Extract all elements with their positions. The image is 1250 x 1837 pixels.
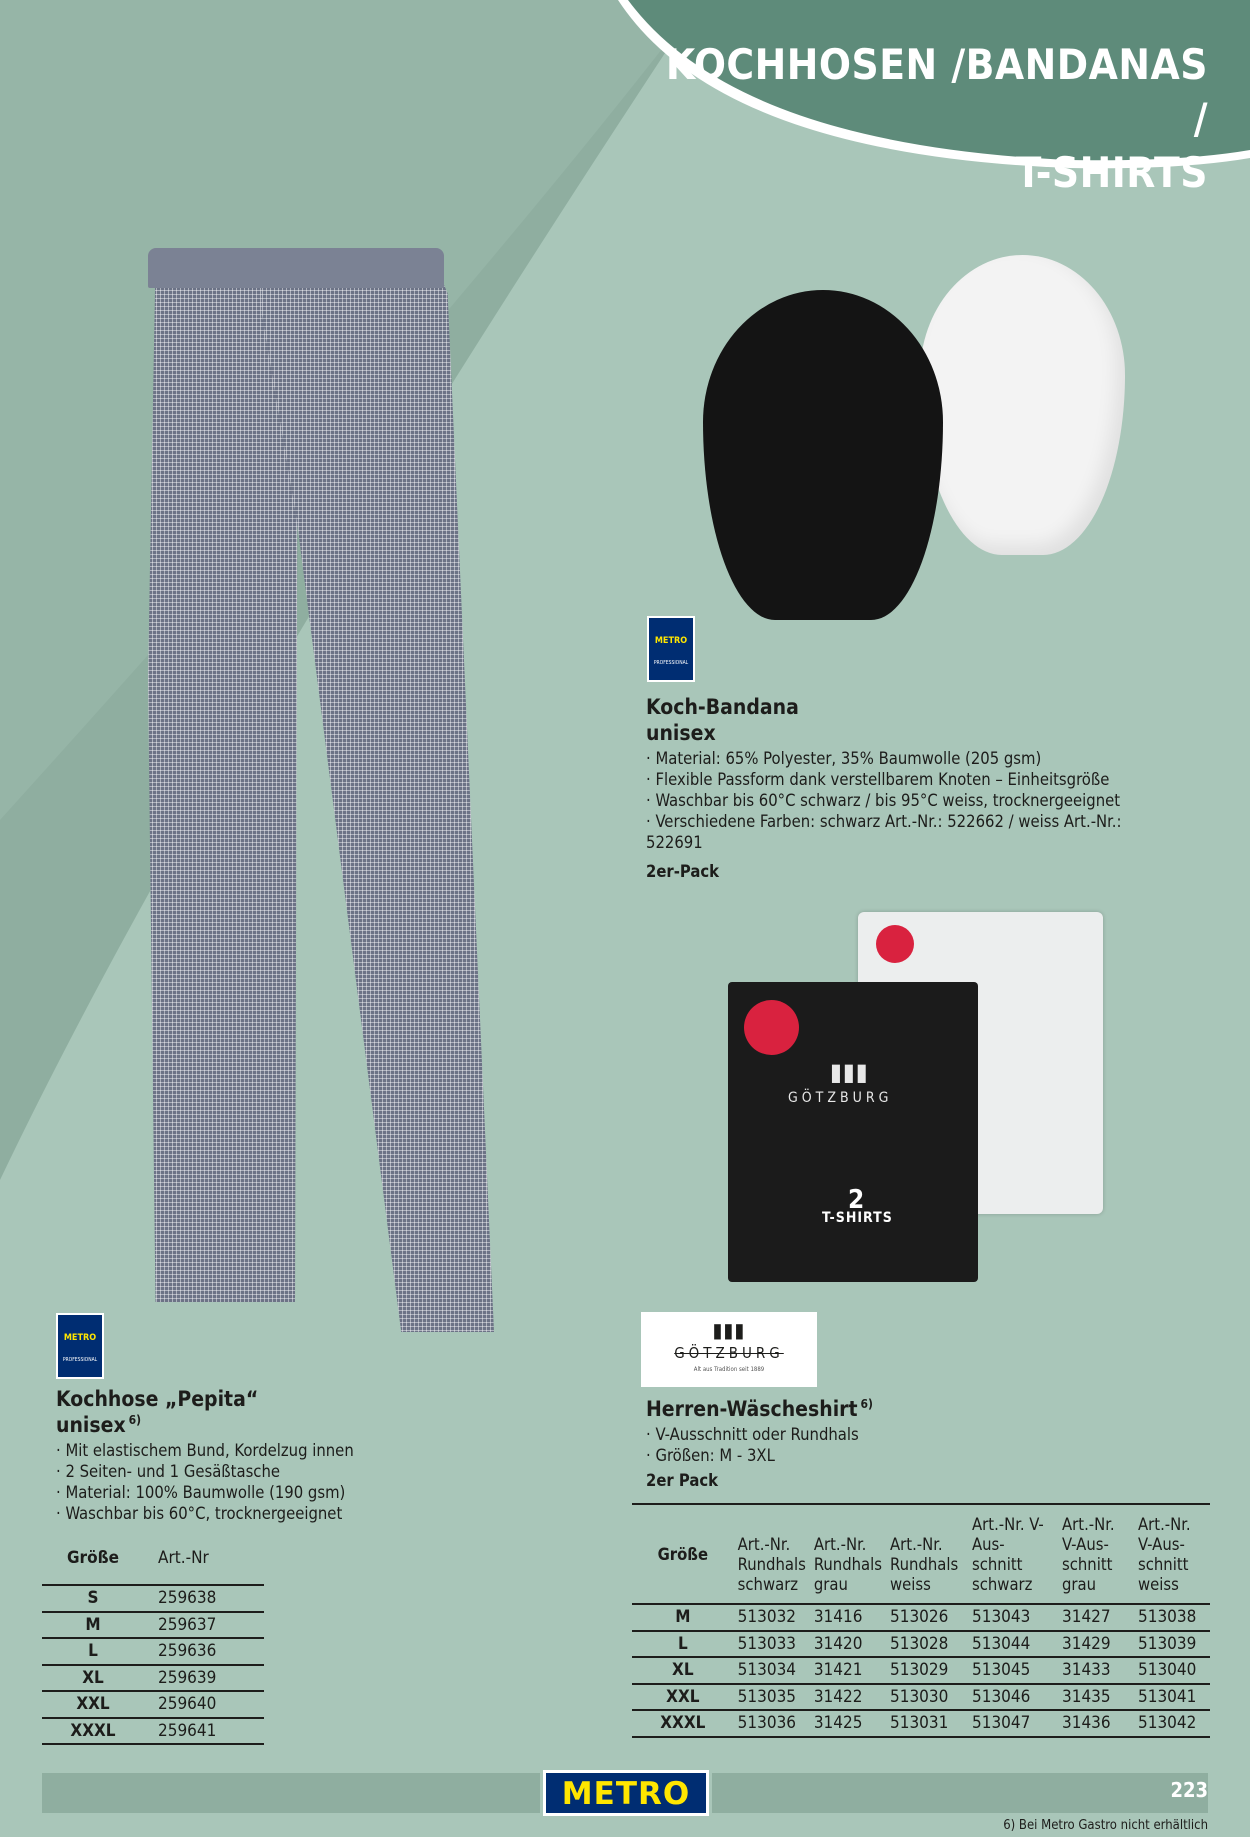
article-number-cell: 513039 bbox=[1134, 1631, 1210, 1658]
shirt-product bbox=[646, 1396, 1206, 1492]
metro-professional-logo-metro: METRO bbox=[654, 636, 688, 646]
size-cell: XXXL bbox=[42, 1718, 144, 1745]
goetzburg-logo bbox=[641, 1312, 817, 1387]
page-number: 223 bbox=[1170, 1778, 1208, 1802]
footer-bar-left bbox=[42, 1773, 540, 1813]
table-header-article-number: Art.-Nr. Rundhals weiss bbox=[886, 1504, 968, 1604]
article-number-cell: 31422 bbox=[810, 1684, 886, 1711]
article-number-cell: 31429 bbox=[1058, 1631, 1134, 1658]
footer-bar-right bbox=[712, 1773, 1208, 1813]
metro-professional-logo-bandana bbox=[647, 616, 695, 682]
page-title-line-2: T-SHIRTS bbox=[1015, 148, 1208, 197]
pepita-size-table bbox=[42, 1532, 264, 1745]
article-number-cell: 513034 bbox=[734, 1657, 810, 1684]
article-number-cell: 513030 bbox=[886, 1684, 968, 1711]
article-number-cell: 513042 bbox=[1134, 1710, 1210, 1737]
tshirt-pack-label: T-SHIRTS bbox=[822, 1210, 893, 1226]
table-row bbox=[632, 1657, 1210, 1684]
table-row bbox=[632, 1604, 1210, 1631]
size-cell: XXXL bbox=[632, 1710, 734, 1737]
page-title bbox=[648, 38, 1208, 200]
article-number-cell: 513029 bbox=[886, 1657, 968, 1684]
article-number-cell: 31433 bbox=[1058, 1657, 1134, 1684]
article-number-cell: 259641 bbox=[144, 1718, 264, 1745]
shirt-title-line bbox=[646, 1396, 1206, 1422]
pepita-footnote-ref: 6) bbox=[128, 1413, 142, 1427]
goetzburg-logo-name: GÖTZBURG bbox=[674, 1344, 784, 1362]
metro-footer-logo bbox=[543, 1770, 709, 1816]
size-cell: S bbox=[42, 1585, 144, 1612]
pepita-subtitle: unisex bbox=[56, 1413, 126, 1437]
shirt-features bbox=[646, 1424, 1206, 1466]
size-cell: XXL bbox=[632, 1684, 734, 1711]
shirt-feature: · V-Ausschnitt oder Rundhals bbox=[646, 1424, 1206, 1445]
size-cell: XL bbox=[632, 1657, 734, 1684]
table-row bbox=[42, 1691, 264, 1718]
pepita-pants-image-left-leg bbox=[148, 262, 298, 1302]
bandana-feature: · Material: 65% Polyester, 35% Baumwolle (205 gsm) bbox=[646, 748, 1206, 769]
bandana-pack: 2er-Pack bbox=[646, 862, 720, 881]
metro-professional-logo-pepita bbox=[56, 1313, 104, 1379]
bandana-title: Koch-Bandana bbox=[646, 695, 799, 719]
size-cell: XL bbox=[42, 1665, 144, 1692]
shirt-footnote-ref: 6) bbox=[860, 1397, 873, 1411]
table-row bbox=[42, 1585, 264, 1612]
pepita-features bbox=[56, 1440, 576, 1524]
table-row bbox=[42, 1665, 264, 1692]
article-number-cell: 513032 bbox=[734, 1604, 810, 1631]
article-number-cell: 31427 bbox=[1058, 1604, 1134, 1631]
article-number-cell: 259639 bbox=[144, 1665, 264, 1692]
bandana-subtitle: unisex bbox=[646, 721, 716, 745]
article-number-cell: 31425 bbox=[810, 1710, 886, 1737]
pepita-feature: · 2 Seiten- und 1 Gesäßtasche bbox=[56, 1461, 576, 1482]
goetzburg-logo-tagline: Alt aus Tradition seit 1889 bbox=[693, 1366, 765, 1373]
metro-professional-logo-metro: METRO bbox=[63, 1333, 97, 1343]
page-title-line-1: KOCHHOSEN /BANDANAS / bbox=[665, 40, 1208, 143]
table-row bbox=[632, 1684, 1210, 1711]
size-cell: XXL bbox=[42, 1691, 144, 1718]
article-number-cell: 513045 bbox=[968, 1657, 1058, 1684]
table-row bbox=[42, 1718, 264, 1745]
shirt-size-table bbox=[632, 1503, 1210, 1738]
article-number-cell: 513038 bbox=[1134, 1604, 1210, 1631]
pepita-product bbox=[56, 1386, 576, 1524]
shirt-title: Herren-Wäscheshirt bbox=[646, 1397, 858, 1421]
tshirt-pack-sticker-icon bbox=[744, 1000, 799, 1055]
bandana-features bbox=[646, 748, 1206, 853]
table-header-article-number: Art.-Nr. V-Aus- schnitt grau bbox=[1058, 1504, 1134, 1604]
table-header-article-number: Art.-Nr bbox=[158, 1548, 209, 1568]
shirt-pack: 2er Pack bbox=[646, 1471, 719, 1490]
article-number-cell: 513047 bbox=[968, 1710, 1058, 1737]
article-number-cell: 31436 bbox=[1058, 1710, 1134, 1737]
table-row bbox=[632, 1631, 1210, 1658]
size-cell: L bbox=[42, 1638, 144, 1665]
bandana-feature: · Flexible Passform dank verstellbarem Knoten – Einheitsgröße bbox=[646, 769, 1206, 790]
bandana-white-image bbox=[920, 255, 1125, 555]
tshirt-pack-count: 2 bbox=[848, 1185, 865, 1215]
article-number-cell: 513046 bbox=[968, 1684, 1058, 1711]
table-header-article-number: Art.-Nr. V-Aus- schnitt schwarz bbox=[968, 1504, 1058, 1604]
article-number-cell: 513033 bbox=[734, 1631, 810, 1658]
article-number-cell: 31421 bbox=[810, 1657, 886, 1684]
article-number-cell: 31416 bbox=[810, 1604, 886, 1631]
article-number-cell: 513044 bbox=[968, 1631, 1058, 1658]
article-number-cell: 259637 bbox=[144, 1612, 264, 1639]
article-number-cell: 513036 bbox=[734, 1710, 810, 1737]
size-cell: L bbox=[632, 1631, 734, 1658]
tshirt-pack-brand-mark: ▮▮▮ bbox=[830, 1058, 869, 1086]
goetzburg-logo-mark: ▮▮▮ bbox=[712, 1318, 746, 1342]
bandana-product bbox=[646, 694, 1206, 883]
bandana-feature: · Waschbar bis 60°C schwarz / bis 95°C weiss, trocknergeeignet bbox=[646, 790, 1206, 811]
bandana-feature: · Verschiedene Farben: schwarz Art.-Nr.: 522662 / weiss Art.-Nr.: 522691 bbox=[646, 811, 1166, 853]
pepita-feature: · Mit elastischem Bund, Kordelzug innen bbox=[56, 1440, 576, 1461]
shirt-feature: · Größen: M - 3XL bbox=[646, 1445, 1206, 1466]
article-number-cell: 513041 bbox=[1134, 1684, 1210, 1711]
table-header-size: Größe bbox=[632, 1504, 734, 1604]
article-number-cell: 513026 bbox=[886, 1604, 968, 1631]
pepita-pants-waistband bbox=[148, 248, 444, 288]
metro-professional-logo-subtext: PROFESSIONAL bbox=[62, 1357, 98, 1363]
tshirt-pack-sticker-icon bbox=[876, 925, 914, 963]
table-header-article-number: Art.-Nr. Rundhals grau bbox=[810, 1504, 886, 1604]
size-cell: M bbox=[42, 1612, 144, 1639]
article-number-cell: 259640 bbox=[144, 1691, 264, 1718]
table-row bbox=[42, 1638, 264, 1665]
table-row bbox=[42, 1612, 264, 1639]
pepita-feature: · Material: 100% Baumwolle (190 gsm) bbox=[56, 1482, 576, 1503]
table-row bbox=[632, 1710, 1210, 1737]
table-header-size: Größe bbox=[67, 1548, 119, 1568]
bandana-black-image bbox=[703, 290, 943, 620]
table-header-article-number: Art.-Nr. Rundhals schwarz bbox=[734, 1504, 810, 1604]
footnote: 6) Bei Metro Gastro nicht erhältlich bbox=[1003, 1818, 1208, 1833]
metro-footer-logo-text: METRO bbox=[561, 1776, 691, 1812]
article-number-cell: 513035 bbox=[734, 1684, 810, 1711]
article-number-cell: 513031 bbox=[886, 1710, 968, 1737]
article-number-cell: 259636 bbox=[144, 1638, 264, 1665]
metro-professional-logo-subtext: PROFESSIONAL bbox=[653, 660, 689, 666]
pepita-feature: · Waschbar bis 60°C, trocknergeeignet bbox=[56, 1503, 576, 1524]
pepita-subtitle-line bbox=[56, 1412, 576, 1438]
article-number-cell: 31435 bbox=[1058, 1684, 1134, 1711]
article-number-cell: 513040 bbox=[1134, 1657, 1210, 1684]
article-number-cell: 513028 bbox=[886, 1631, 968, 1658]
pepita-title: Kochhose „Pepita“ bbox=[56, 1387, 259, 1411]
article-number-cell: 513043 bbox=[968, 1604, 1058, 1631]
table-header-article-number: Art.-Nr. V-Aus- schnitt weiss bbox=[1134, 1504, 1210, 1604]
tshirt-pack-brand: GÖTZBURG bbox=[788, 1090, 893, 1106]
article-number-cell: 31420 bbox=[810, 1631, 886, 1658]
size-cell: M bbox=[632, 1604, 734, 1631]
article-number-cell: 259638 bbox=[144, 1585, 264, 1612]
